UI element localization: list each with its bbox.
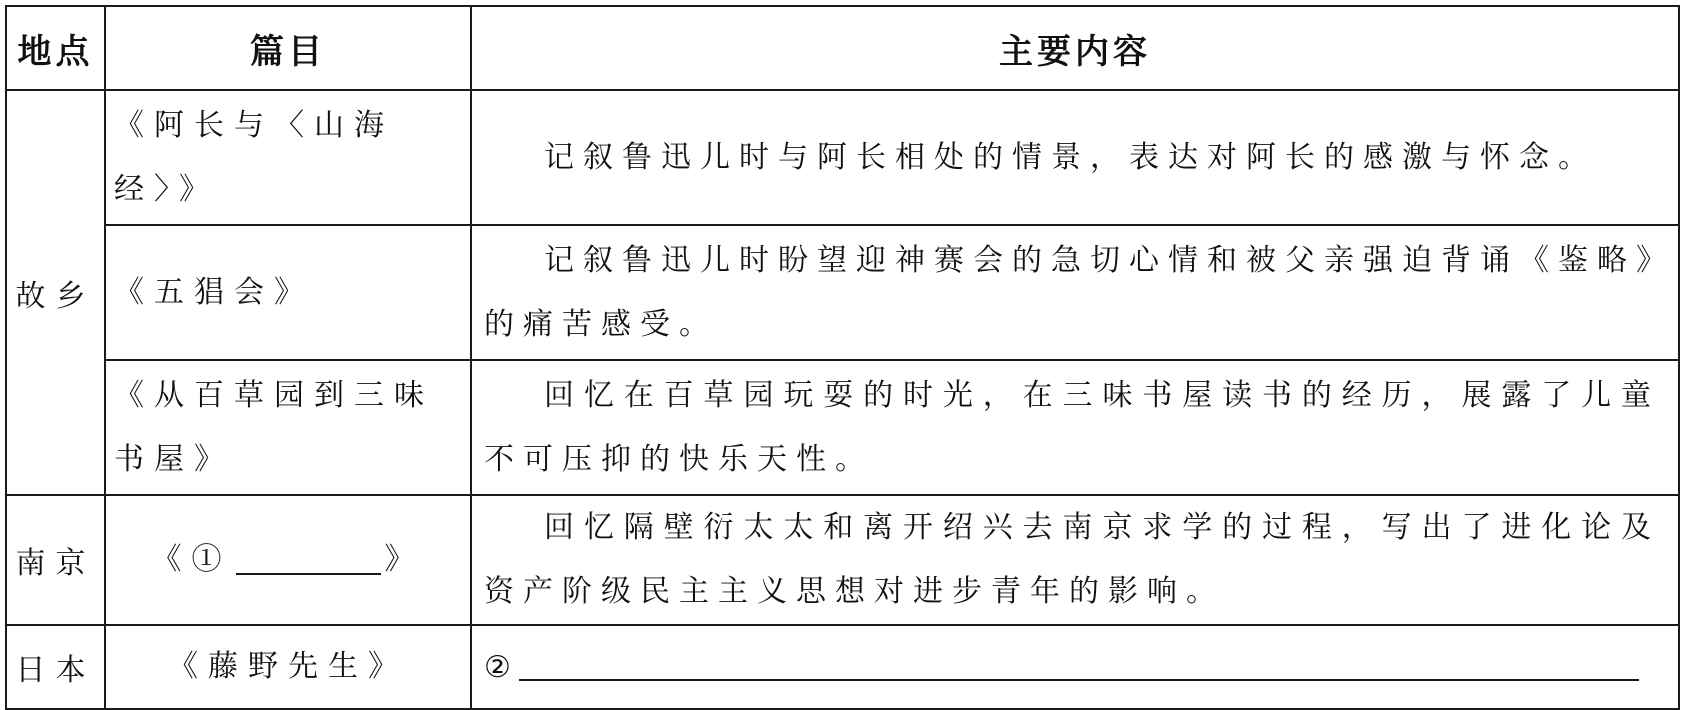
title-cell-blank: [105, 495, 471, 625]
table-row: [6, 225, 1679, 360]
table-row: [6, 495, 1679, 625]
content-cell: 记叙鲁迅儿时与阿长相处的情景，表达对阿长的感激与怀念。: [471, 90, 1679, 225]
table-row: [6, 360, 1679, 495]
title-prefix: 《①: [151, 542, 232, 577]
table-row: [6, 90, 1679, 225]
content-cell: 记叙鲁迅儿时盼望迎神赛会的急切心情和被父亲强迫背诵《鉴略》的痛苦感受。: [471, 225, 1679, 360]
content-cell: 回忆隔壁衍太太和离开绍兴去南京求学的过程，写出了进化论及资产阶级民主主义思想对进步青年的影响。: [471, 495, 1679, 625]
title-cell: 《五猖会》: [105, 225, 471, 360]
fill-in-blank-2[interactable]: [519, 653, 1639, 681]
works-summary-table: [5, 5, 1680, 710]
content-cell-blank: [471, 625, 1679, 709]
place-cell-nanjing: 南京: [6, 495, 105, 625]
place-cell-hometown: 故乡: [6, 90, 105, 495]
header-content: 主要内容: [471, 6, 1679, 90]
content-cell: 回忆在百草园玩耍的时光，在三味书屋读书的经历，展露了儿童不可压抑的快乐天性。: [471, 360, 1679, 495]
summary-table-container: [5, 5, 1678, 705]
title-suffix: 》: [384, 542, 425, 577]
title-cell: 《藤野先生》: [105, 625, 471, 709]
table-header-row: [6, 6, 1679, 90]
header-place: 地点: [6, 6, 105, 90]
title-cell: 《阿长与〈山海经〉》: [105, 90, 471, 225]
title-cell: 《从百草园到三味书屋》: [105, 360, 471, 495]
table-row: [6, 625, 1679, 709]
header-title: 篇目: [105, 6, 471, 90]
fill-in-blank-1[interactable]: [236, 547, 381, 575]
place-cell-japan: 日本: [6, 625, 105, 709]
answer-marker: ②: [484, 649, 511, 685]
